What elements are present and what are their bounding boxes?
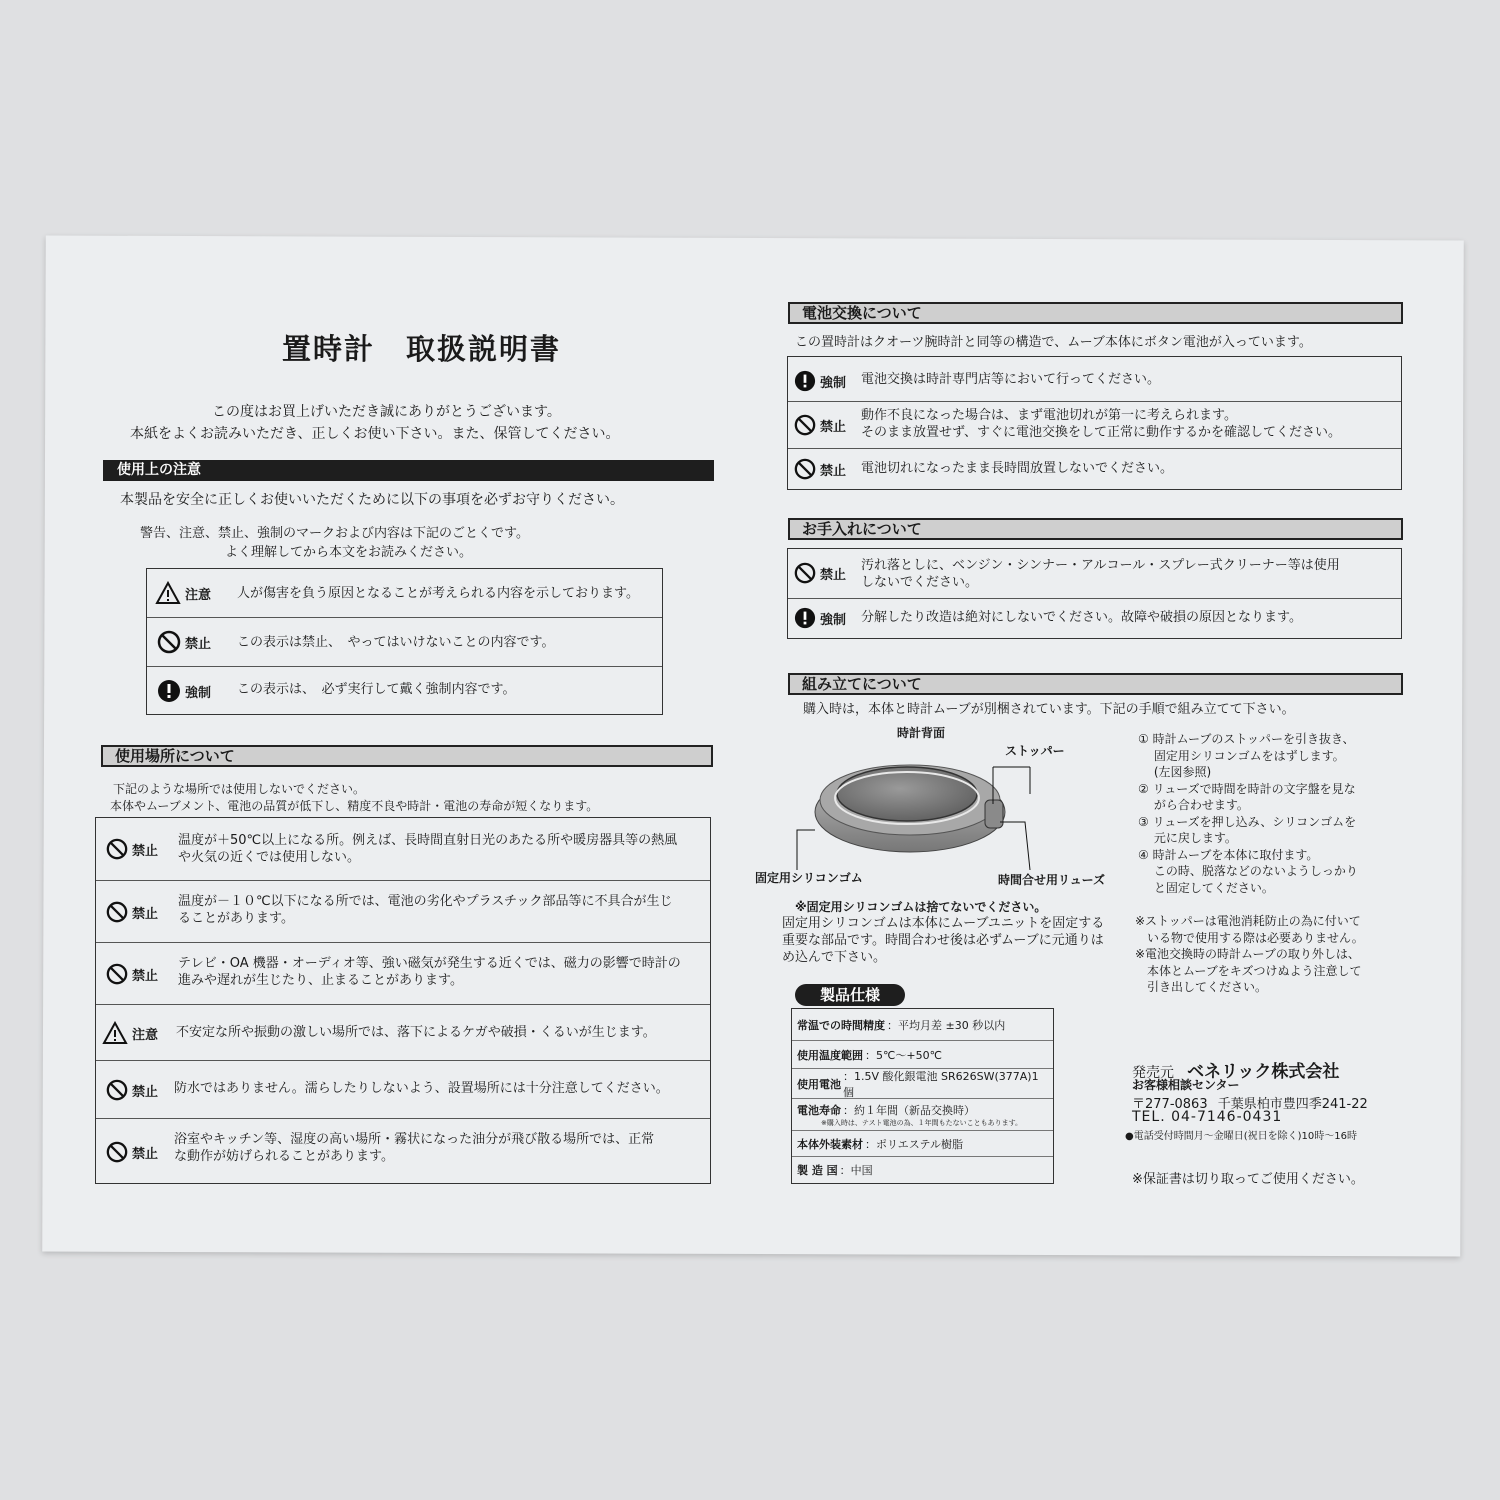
assembly-steps: ① 時計ムーブのストッパーを引き抜き、 固定用シリコンゴムをはずします。 (左図参照) ② リューズで時間を時計の文字盤を見な がら合わせます。 ③ リューズを押し込み、シリコンゴムを 元に戻します。 ④ 時計ムーブを本体に取付ます。 この時、脱落などのないようしっかり と固定してください。 bbox=[1138, 732, 1358, 895]
care-header: お手入れについて bbox=[788, 518, 1403, 540]
care-item bbox=[788, 599, 1401, 638]
prohibited-icon bbox=[794, 458, 816, 480]
prohibited-icon bbox=[106, 1141, 128, 1163]
marks-intro-1: 警告、注意、禁止、強制のマークおよび内容は下記のごとくです。 bbox=[140, 526, 529, 541]
location-intro-1: 下記のような場所では使用しないでください。 bbox=[113, 782, 366, 796]
mark-legend-box bbox=[146, 568, 663, 715]
item-text: 電池切れになったまま長時間放置しないでください。 bbox=[861, 461, 1174, 476]
spec-row: 常温での時間精度 ：平均月差 ±30 秒以内 bbox=[792, 1009, 1053, 1041]
location-item bbox=[96, 943, 710, 1005]
legend-row-prohibited bbox=[147, 618, 662, 667]
rubber-note-title: ※固定用シリコンゴムは捨てないでください。 bbox=[795, 900, 1047, 914]
warning-icon bbox=[102, 1021, 128, 1045]
phone-hours: ●電話受付時間月～金曜日(祝日を除く)10時～16時 bbox=[1125, 1131, 1357, 1142]
spec-row: 本体外装素材 ：ポリエステル樹脂 bbox=[792, 1131, 1053, 1157]
diagram-label-stopper: ストッパー bbox=[1005, 744, 1065, 758]
spec-row: 使用温度範囲 ：5℃～+50℃ bbox=[792, 1041, 1053, 1069]
rubber-note: 固定用シリコンゴムは本体にムーブユニットを固定する 重要な部品です。時間合わせ後は必ずムーブに元通りは め込んで下さい。 bbox=[782, 916, 1105, 965]
item-text: 汚れ落としに、ベンジン・シンナー・アルコール・スプレー式クリーナー等は使用 しないでください。 bbox=[861, 558, 1340, 590]
location-header: 使用場所について bbox=[101, 745, 713, 767]
item-text: 防水ではありません。濡らしたりしないよう、設置場所には十分注意してください。 bbox=[174, 1081, 669, 1096]
legend-text: 人が傷害を負う原因となることが考えられる内容を示しております。 bbox=[237, 586, 639, 601]
prohibited-icon bbox=[106, 1079, 128, 1101]
prohibited-icon bbox=[106, 838, 128, 860]
item-label: 強制 bbox=[820, 612, 847, 628]
item-label: 禁止 bbox=[820, 419, 847, 435]
item-label: 注意 bbox=[132, 1027, 159, 1043]
item-text: 電池交換は時計専門店等において行ってください。 bbox=[861, 372, 1161, 387]
assembly-header: 組み立てについて bbox=[788, 673, 1403, 695]
item-label: 禁止 bbox=[132, 1146, 159, 1162]
battery-intro: この置時計はクオーツ腕時計と同等の構造で、ムーブ本体にボタン電池が入っています。 bbox=[795, 335, 1312, 350]
location-item bbox=[96, 1005, 710, 1061]
mandatory-icon bbox=[794, 370, 816, 392]
spec-table bbox=[791, 1008, 1054, 1184]
item-label: 禁止 bbox=[132, 968, 159, 984]
item-label: 禁止 bbox=[132, 906, 159, 922]
location-item bbox=[96, 818, 710, 881]
legend-row-caution bbox=[147, 569, 662, 618]
greeting-line-2: 本紙をよくお読みいただき、正しくお使い下さい。また、保管してください。 bbox=[130, 426, 620, 442]
item-label: 強制 bbox=[820, 375, 847, 391]
care-list bbox=[787, 548, 1402, 639]
warranty-note: ※保証書は切り取ってご使用ください。 bbox=[1132, 1172, 1364, 1187]
battery-item bbox=[788, 449, 1401, 489]
prohibited-icon bbox=[157, 630, 181, 654]
page-title: 置時計 取扱説明書 bbox=[282, 332, 562, 366]
company-name: ベネリック株式会社 bbox=[1187, 1062, 1340, 1082]
item-label: 禁止 bbox=[132, 1084, 159, 1100]
legend-label: 注意 bbox=[185, 587, 212, 603]
caution-header: 使用上の注意 bbox=[103, 460, 714, 481]
location-item bbox=[96, 1061, 710, 1119]
legend-row-mandatory bbox=[147, 667, 662, 714]
mandatory-icon bbox=[157, 679, 181, 703]
assembly-notes: ※ストッパーは電池消耗防止の為に付いて いる物で使用する際は必要ありません。 ※電池交換時の時計ムーブの取り外しは、 本体とムーブをキズつけぬよう注意して 引き出してください。 bbox=[1135, 914, 1364, 994]
greeting-line-1: この度はお買上げいただき誠にありがとうございます。 bbox=[212, 404, 561, 420]
legend-label: 強制 bbox=[185, 685, 212, 701]
item-label: 禁止 bbox=[820, 463, 847, 479]
item-text: 温度が＋50℃以上になる所。例えば、長時間直射日光のあたる所や暖房器具等の熱風 や火気の近くでは使用しない。 bbox=[178, 833, 678, 865]
assembly-intro: 購入時は，本体と時計ムーブが別梱されています。下記の手順で組み立てて下さい。 bbox=[803, 702, 1295, 717]
item-text: 浴室やキッチン等、湿度の高い場所・霧状になった油分が飛び散る場所では、正常 な動作が妨げられることがあります。 bbox=[174, 1132, 655, 1164]
item-label: 禁止 bbox=[820, 567, 847, 583]
seller-block: 発売元 ベネリック株式会社 bbox=[1132, 1062, 1340, 1082]
prohibited-icon bbox=[106, 963, 128, 985]
spec-row: 電池寿命 ：約１年間（新品交換時） ※購入時は、テスト電池の為、１年間もたないこともあります。 bbox=[792, 1099, 1053, 1131]
location-item bbox=[96, 881, 710, 943]
location-item bbox=[96, 1119, 710, 1183]
battery-header: 電池交換について bbox=[788, 302, 1403, 324]
company-tel: TEL. 04-7146-0431 bbox=[1132, 1109, 1283, 1125]
spec-row: 製 造 国 ：中国 bbox=[797, 1164, 873, 1177]
item-label: 禁止 bbox=[132, 843, 159, 859]
legend-label: 禁止 bbox=[185, 636, 212, 652]
item-text: 不安定な所や振動の激しい場所では、落下によるケガや破損・くるいが生じます。 bbox=[176, 1025, 656, 1040]
item-text: 分解したり改造は絶対にしないでください。故障や破損の原因となります。 bbox=[861, 610, 1302, 625]
spec-row: 使用電池 ：1.5V 酸化銀電池 SR626SW(377A)1 個 bbox=[792, 1069, 1053, 1099]
battery-item bbox=[788, 402, 1401, 449]
location-list bbox=[95, 817, 711, 1184]
location-intro-2: 本体やムーブメント、電池の品質が低下し、精度不良や時計・電池の寿命が短くなります。 bbox=[110, 799, 599, 813]
prohibited-icon bbox=[794, 414, 816, 436]
battery-list bbox=[787, 356, 1402, 490]
prohibited-icon bbox=[794, 562, 816, 584]
company-address: 〒277-0863 千葉県柏市豊四季241-22 bbox=[1132, 1097, 1368, 1112]
diagram-label-back: 時計背面 bbox=[897, 726, 946, 740]
item-text: 温度が－１０℃以下になる所では、電池の劣化やプラスチック部品等に不具合が生じ ることがあります。 bbox=[178, 894, 673, 926]
prohibited-icon bbox=[106, 901, 128, 923]
mandatory-icon bbox=[794, 607, 816, 629]
clock-back-diagram bbox=[745, 722, 1125, 892]
diagram-label-crown: 時間合せ用リューズ bbox=[998, 873, 1106, 887]
warning-icon bbox=[155, 581, 181, 605]
item-text: 動作不良になった場合は、まず電池切れが第一に考えられます。 そのまま放置せず、すぐに電池交換をして正常に動作するかを確認してください。 bbox=[861, 408, 1341, 440]
diagram-label-rubber: 固定用シリコンゴム bbox=[755, 871, 863, 885]
legend-text: この表示は禁止、 やってはいけないことの内容です。 bbox=[237, 635, 555, 650]
spec-header: 製品仕様 bbox=[795, 984, 905, 1006]
legend-text: この表示は、 必ず実行して戴く強制内容です。 bbox=[237, 682, 516, 697]
marks-intro-2: よく理解してから本文をお読みください。 bbox=[225, 545, 473, 560]
caution-intro: 本製品を安全に正しくお使いいただくために以下の事項を必ずお守りください。 bbox=[120, 492, 624, 508]
customer-center: お客様相談センター bbox=[1132, 1078, 1240, 1092]
item-text: テレビ・OA 機器・オーディオ等、強い磁気が発生する近くでは、磁力の影響で時計の 進みや遅れが生じたり、止まることがあります。 bbox=[178, 956, 681, 988]
battery-item bbox=[788, 357, 1401, 402]
care-item bbox=[788, 549, 1401, 599]
